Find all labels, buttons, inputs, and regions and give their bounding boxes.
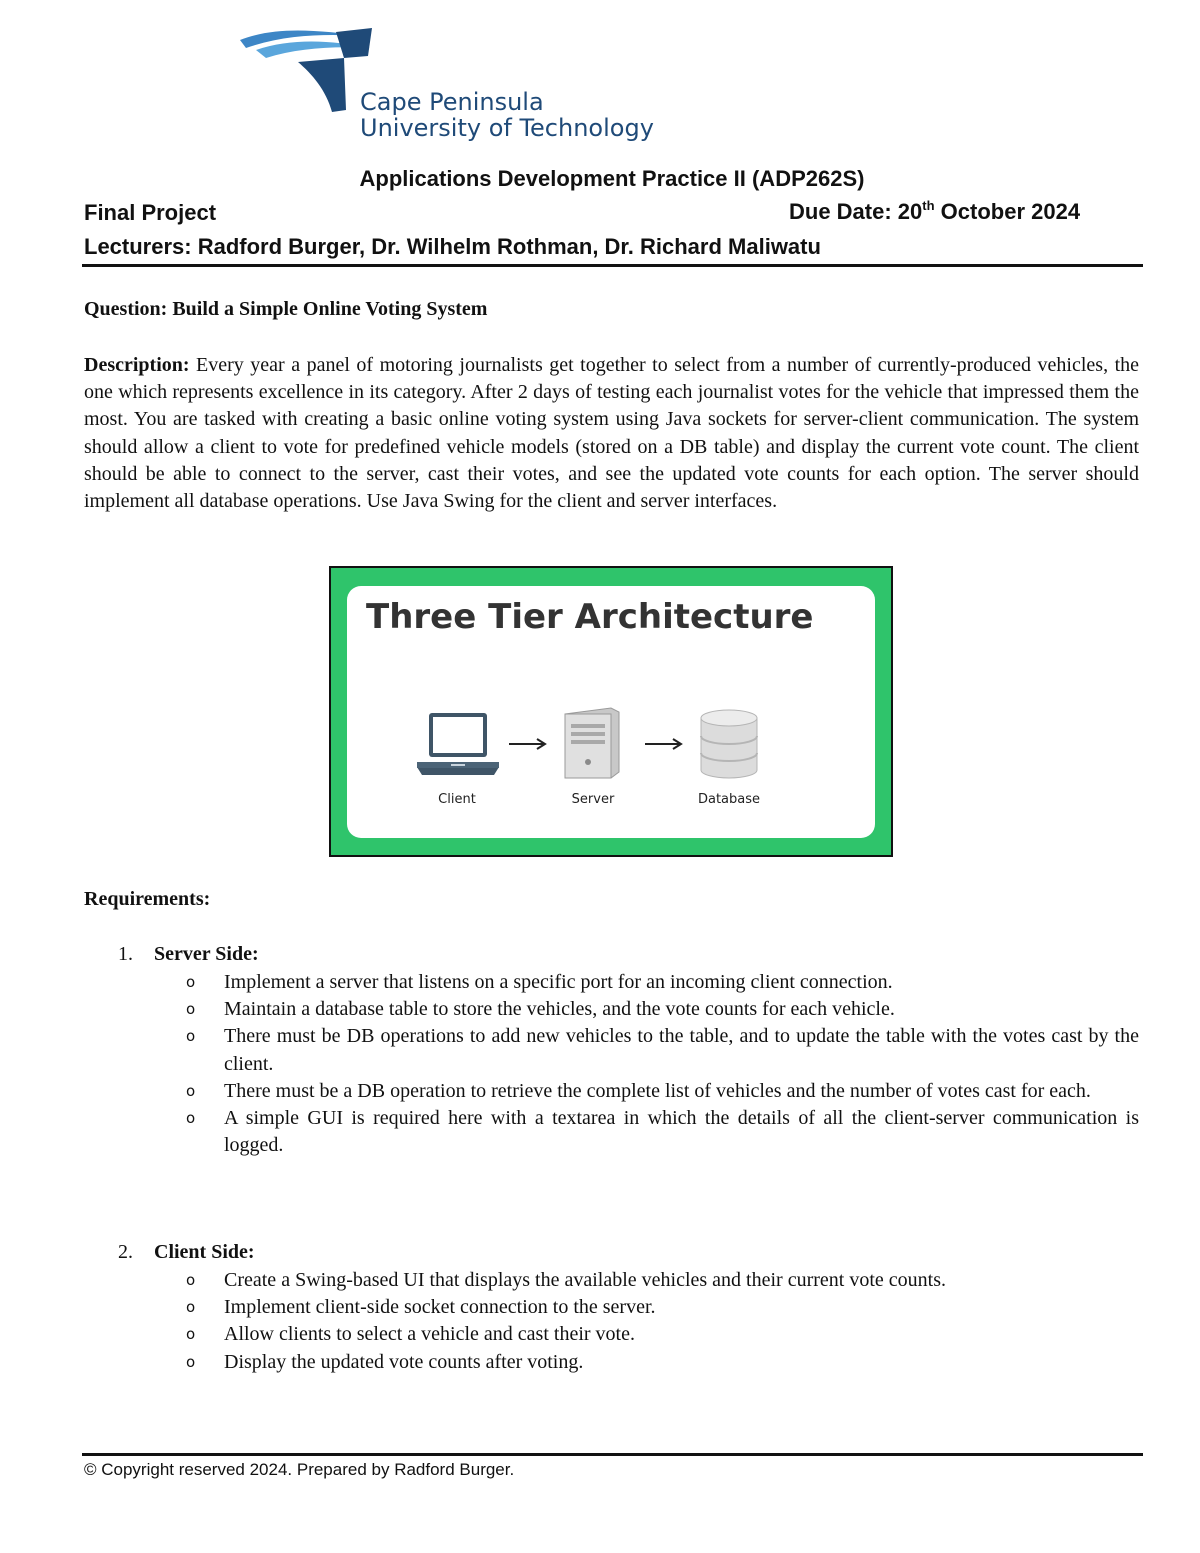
bullet-icon: o	[186, 1325, 196, 1344]
logo-line-2: University of Technology	[360, 114, 654, 142]
section-number: 2.	[118, 1241, 133, 1263]
tier-label-server: Server	[571, 792, 615, 807]
tier-label-database: Database	[697, 792, 761, 807]
bullet-icon: o	[186, 973, 196, 991]
bullet-icon: o	[186, 1271, 196, 1289]
list-item-text: There must be a DB operation to retrieve the complete list of vehicles and the number of votes cast for each.	[224, 1079, 1091, 1102]
architecture-title: Three Tier Architecture	[366, 597, 814, 637]
cput-logo	[236, 26, 726, 154]
list-item	[186, 1078, 1139, 1105]
bullet-icon: o	[186, 1298, 196, 1317]
bullet-icon: o	[186, 1000, 196, 1019]
due-date-sup: th	[922, 198, 935, 213]
server-requirements-list	[186, 969, 1139, 1159]
footer-divider	[82, 1453, 1143, 1456]
server-icon	[565, 708, 619, 778]
header-divider	[82, 264, 1143, 267]
list-item-text: Implement a server that listens on a specific port for an incoming client connection.	[224, 971, 893, 993]
description-label: Description:	[84, 354, 190, 376]
question-title: Question: Build a Simple Online Voting System	[84, 298, 488, 320]
client-side-heading: Client Side:	[154, 1241, 255, 1263]
logo-line-1: Cape Peninsula	[360, 88, 544, 116]
lecturers: Lecturers: Radford Burger, Dr. Wilhelm Rothman, Dr. Richard Maliwatu	[84, 234, 821, 259]
list-item-text: Implement client-side socket connection to the server.	[224, 1296, 656, 1319]
list-item-text: There must be DB operations to add new vehicles to the table, and to update the table with the votes cast by the client.	[224, 1025, 1139, 1075]
course-title: Applications Development Practice II (ADP262S)	[359, 166, 865, 191]
list-item-text: Maintain a database table to store the vehicles, and the vote counts for each vehicle.	[224, 998, 895, 1021]
list-item	[186, 1105, 1139, 1159]
bullet-icon: o	[186, 1352, 196, 1371]
bullet-icon: o	[186, 1081, 196, 1100]
list-item-text: Allow clients to select a vehicle and cast their vote.	[224, 1323, 635, 1346]
list-item-text: Display the updated vote counts after voting.	[224, 1350, 584, 1373]
server-side-heading: Server Side:	[154, 943, 259, 965]
due-date-suffix: October 2024	[934, 199, 1081, 224]
list-item	[186, 996, 1139, 1023]
architecture-figure	[329, 566, 893, 857]
footer-copyright: © Copyright reserved 2024. Prepared by Radford Burger.	[84, 1460, 515, 1479]
logo-shield	[298, 58, 346, 112]
list-item	[186, 1349, 1139, 1376]
due-date-prefix: Due Date: 20	[789, 199, 923, 224]
laptop-icon	[417, 713, 499, 775]
requirements-heading: Requirements:	[84, 888, 211, 910]
bullet-icon: o	[186, 1027, 196, 1046]
bullet-icon: o	[186, 1109, 196, 1128]
description-text: Every year a panel of motoring journalists get together to select from a number of currently-produced vehicles, the one which represents excellence in its category. After 2 days of testing each journalist votes for the vehicle that impressed them the most. You are tasked with creating a basic online voting system using Java sockets for server-client communication. The system should allow a client to vote for predefined vehicle models (stored on a DB table) and display the current vote count. The client should be able to connect to the server, cast their votes, and see the updated vote counts for each option. The server should implement all database operations. Use Java Swing for the client and server interfaces.	[84, 354, 1139, 513]
logo-flag	[336, 28, 372, 58]
list-item-text: A simple GUI is required here with a textarea in which the details of all the client-server communication is logged.	[224, 1107, 1139, 1157]
section-number: 1.	[118, 943, 133, 965]
description-paragraph	[84, 352, 1139, 515]
project-label: Final Project	[84, 200, 217, 225]
client-requirements-list	[186, 1267, 1139, 1376]
list-item	[186, 1321, 1139, 1348]
list-item	[186, 1294, 1139, 1321]
list-item-text: Create a Swing-based UI that displays the available vehicles and their current vote counts.	[224, 1269, 946, 1291]
list-item	[186, 1023, 1139, 1077]
database-icon	[701, 710, 757, 778]
due-date	[789, 198, 1080, 225]
list-item	[186, 1267, 1139, 1294]
list-item	[186, 969, 1139, 996]
tier-label-client: Client	[438, 792, 476, 807]
